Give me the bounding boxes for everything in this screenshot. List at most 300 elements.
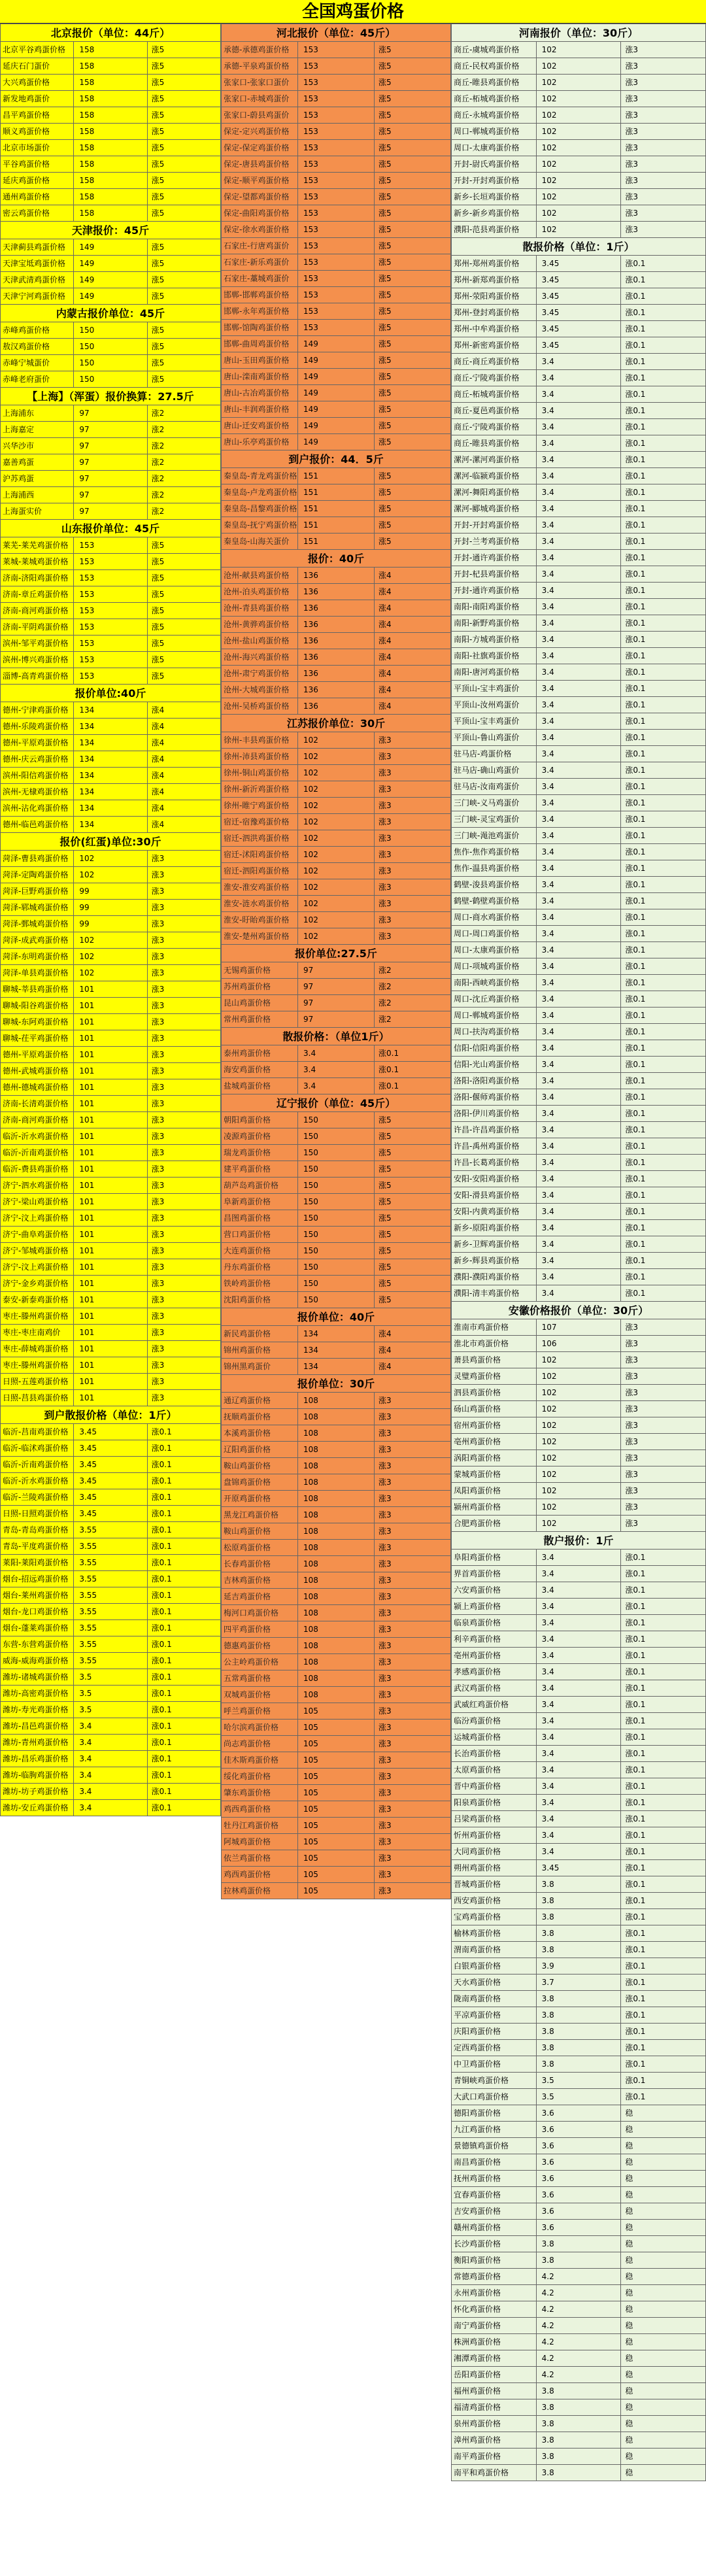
change-value: 涨5 — [375, 75, 451, 91]
table-row — [452, 2301, 706, 2318]
change-value: 涨0.1 — [621, 1631, 706, 1648]
region-name: 黑龙江鸡蛋价格 — [222, 1507, 298, 1523]
change-value: 涨0.1 — [621, 468, 706, 484]
section-header — [222, 1094, 451, 1112]
region-name: 吉林鸡蛋价格 — [222, 1572, 298, 1589]
change-value: 涨3 — [147, 1063, 220, 1079]
table-row — [1, 1063, 221, 1079]
region-name: 赤峰宁城蛋价 — [1, 355, 74, 371]
region-name: 运城鸡蛋价格 — [452, 1729, 537, 1746]
price-value: 3.55 — [74, 1653, 147, 1669]
change-value: 涨5 — [375, 140, 451, 156]
price-value: 3.4 — [536, 1106, 621, 1122]
region-name: 德州-临邑鸡蛋价格 — [1, 817, 74, 833]
table-row — [452, 517, 706, 534]
price-value: 101 — [74, 1357, 147, 1374]
table-row — [1, 1800, 221, 1816]
region-name: 盐城鸡蛋价格 — [222, 1078, 298, 1094]
region-name: 聊城-茌平鸡蛋价格 — [1, 1030, 74, 1047]
region-name: 青岛-平度鸡蛋价格 — [1, 1538, 74, 1555]
price-value: 105 — [298, 1752, 375, 1769]
price-value: 3.4 — [536, 1122, 621, 1138]
price-value: 3.6 — [536, 2220, 621, 2236]
region-name: 朔州鸡蛋价格 — [452, 1860, 537, 1876]
table-row — [452, 1827, 706, 1844]
price-value: 101 — [74, 1128, 147, 1145]
region-name: 青岛-青岛鸡蛋价格 — [1, 1522, 74, 1538]
table-row — [452, 615, 706, 632]
region-name: 泉州鸡蛋价格 — [452, 2416, 537, 2432]
price-value: 3.5 — [536, 2089, 621, 2105]
price-value: 102 — [298, 830, 375, 847]
change-value: 涨3 — [147, 1079, 220, 1096]
price-value: 108 — [298, 1409, 375, 1425]
change-value: 涨3 — [621, 222, 706, 238]
price-value: 3.4 — [536, 501, 621, 517]
change-value: 涨0.1 — [621, 942, 706, 958]
region-name: 平谷鸡蛋价格 — [1, 156, 74, 173]
price-value: 3.45 — [74, 1440, 147, 1457]
price-value: 102 — [536, 42, 621, 58]
region-name: 济南-商河鸡蛋价格 — [1, 1112, 74, 1128]
table-row — [452, 2252, 706, 2269]
price-value: 99 — [74, 916, 147, 932]
price-value: 3.4 — [536, 599, 621, 615]
region-name: 鞍山鸡蛋价格 — [222, 1458, 298, 1474]
price-value: 108 — [298, 1589, 375, 1605]
region-name: 抚顺鸡蛋价格 — [222, 1409, 298, 1425]
price-value: 108 — [298, 1621, 375, 1638]
change-value: 涨2 — [375, 979, 451, 995]
region-name: 上海蛋实价 — [1, 503, 74, 520]
price-value: 3.4 — [536, 975, 621, 991]
table-row — [1, 189, 221, 205]
change-value: 涨0.1 — [621, 1615, 706, 1631]
region-name: 通辽鸡蛋价格 — [222, 1393, 298, 1409]
region-name: 徐州-铜山鸡蛋价格 — [222, 765, 298, 781]
price-value: 97 — [298, 995, 375, 1011]
region-name: 承德-承德鸡蛋价格 — [222, 42, 298, 58]
table-row — [452, 1680, 706, 1697]
region-name: 南阳-西峡鸡蛋价格 — [452, 975, 537, 991]
table-row — [452, 1697, 706, 1713]
section-header — [222, 1375, 451, 1393]
price-value: 3.4 — [536, 615, 621, 632]
change-value: 涨5 — [147, 668, 220, 685]
change-value: 涨0.1 — [621, 1220, 706, 1236]
change-value: 涨3 — [375, 830, 451, 847]
region-name: 滨州-博兴鸡蛋价格 — [1, 652, 74, 668]
table-row — [452, 337, 706, 354]
region-name: 敖汉鸡蛋价格 — [1, 339, 74, 355]
price-value: 149 — [298, 401, 375, 418]
table-row — [452, 779, 706, 795]
price-value: 101 — [74, 1112, 147, 1128]
section-header — [452, 1532, 706, 1550]
table-row — [222, 1112, 451, 1128]
price-value: 151 — [298, 468, 375, 484]
table-row — [222, 222, 451, 238]
table-row — [452, 1893, 706, 1909]
change-value: 涨5 — [375, 468, 451, 484]
region-name: 蒙城鸡蛋价格 — [452, 1466, 537, 1483]
region-name: 周口-商水鸡蛋价格 — [452, 909, 537, 926]
price-value: 158 — [74, 156, 147, 173]
table-row — [1, 140, 221, 156]
price-value: 136 — [298, 633, 375, 649]
change-value: 涨5 — [147, 205, 220, 222]
price-value: 150 — [298, 1112, 375, 1128]
price-value: 3.45 — [74, 1424, 147, 1440]
region-name: 海安鸡蛋价格 — [222, 1062, 298, 1078]
table-row — [222, 568, 451, 584]
region-name: 商丘-夏邑鸡蛋价格 — [452, 403, 537, 419]
price-value: 101 — [74, 981, 147, 998]
table-row — [1, 932, 221, 949]
change-value: 稳 — [621, 2465, 706, 2481]
region-name: 沧州-大城鸡蛋价格 — [222, 682, 298, 698]
price-value: 3.8 — [536, 1942, 621, 1958]
region-name: 界首鸡蛋价格 — [452, 1566, 537, 1582]
region-name: 保定-徐水鸡蛋价格 — [222, 222, 298, 238]
price-value: 149 — [74, 239, 147, 256]
table-row — [452, 811, 706, 828]
price-value: 3.6 — [536, 2203, 621, 2220]
region-name: 武威红鸡蛋价格 — [452, 1697, 537, 1713]
change-value: 涨5 — [375, 1292, 451, 1308]
column-middle — [221, 24, 451, 1899]
region-name: 许昌-长葛鸡蛋价格 — [452, 1155, 537, 1171]
table-row — [452, 419, 706, 435]
price-value: 105 — [298, 1785, 375, 1801]
change-value: 涨0.1 — [147, 1653, 220, 1669]
price-value: 153 — [298, 287, 375, 303]
price-value: 97 — [74, 438, 147, 454]
price-value: 3.4 — [536, 1762, 621, 1778]
region-name: 郑州-中牟鸡蛋价格 — [452, 321, 537, 337]
region-name: 三门峡-渑池鸡蛋价 — [452, 828, 537, 844]
region-name: 枣庄-滕州鸡蛋价格 — [1, 1357, 74, 1374]
change-value: 涨0.1 — [621, 1648, 706, 1664]
region-name: 滨州-邹平鸡蛋价格 — [1, 636, 74, 652]
change-value: 稳 — [621, 2236, 706, 2252]
table-row — [452, 2040, 706, 2056]
region-name: 怀化鸡蛋价格 — [452, 2301, 537, 2318]
change-value: 涨3 — [621, 42, 706, 58]
table-row — [1, 1276, 221, 1292]
price-value: 158 — [74, 42, 147, 58]
table-row — [452, 664, 706, 681]
change-value: 稳 — [621, 2220, 706, 2236]
region-name: 济宁-梁山鸡蛋价格 — [1, 1194, 74, 1210]
region-name: 榆林鸡蛋价格 — [452, 1925, 537, 1942]
region-name: 周口-太康鸡蛋价格 — [452, 942, 537, 958]
region-name: 南阳-社旗鸡蛋价格 — [452, 648, 537, 664]
price-value: 101 — [74, 1308, 147, 1325]
region-name: 济南-章丘鸡蛋价格 — [1, 586, 74, 603]
table-row — [222, 434, 451, 450]
change-value: 涨3 — [621, 156, 706, 173]
table-row — [1, 322, 221, 339]
region-name: 葫芦岛鸡蛋价格 — [222, 1178, 298, 1194]
region-name: 莱城-莱城鸡蛋价格 — [1, 554, 74, 570]
region-name: 洛阳-洛阳鸡蛋价格 — [452, 1073, 537, 1089]
table-row — [222, 1062, 451, 1078]
change-value: 涨3 — [375, 1507, 451, 1523]
table-row — [452, 2269, 706, 2285]
table-row — [222, 979, 451, 995]
table-row — [1, 619, 221, 636]
price-value: 3.4 — [536, 991, 621, 1008]
price-value: 3.4 — [536, 566, 621, 583]
region-name: 营口鸡蛋价格 — [222, 1227, 298, 1243]
change-value: 涨5 — [147, 636, 220, 652]
change-value: 涨0.1 — [147, 1767, 220, 1784]
change-value: 涨3 — [375, 896, 451, 912]
table-row — [452, 1450, 706, 1466]
price-value: 3.8 — [536, 2040, 621, 2056]
price-value: 3.4 — [536, 583, 621, 599]
table-row — [452, 1925, 706, 1942]
change-value: 涨5 — [147, 537, 220, 554]
region-name: 利辛鸡蛋价格 — [452, 1631, 537, 1648]
change-value: 涨0.1 — [147, 1424, 220, 1440]
price-value: 3.8 — [536, 1925, 621, 1942]
price-value: 149 — [74, 272, 147, 288]
table-row — [1, 586, 221, 603]
change-value: 涨3 — [147, 1243, 220, 1259]
table-row — [452, 1860, 706, 1876]
change-value: 涨0.1 — [621, 1860, 706, 1876]
change-value: 涨5 — [375, 91, 451, 107]
price-value: 3.55 — [74, 1636, 147, 1653]
region-name: 威海-威海鸡蛋价格 — [1, 1653, 74, 1669]
change-value: 涨5 — [375, 534, 451, 550]
table-row — [452, 2138, 706, 2154]
region-name: 秦皇岛-抚宁鸡蛋价格 — [222, 517, 298, 534]
region-name: 晋中鸡蛋价格 — [452, 1778, 537, 1795]
table-row — [452, 860, 706, 877]
region-name: 新乡-原阳鸡蛋价格 — [452, 1220, 537, 1236]
region-name: 建平鸡蛋价格 — [222, 1161, 298, 1178]
region-name: 松原鸡蛋价格 — [222, 1540, 298, 1556]
table-row — [452, 1876, 706, 1893]
table-row — [222, 1720, 451, 1736]
change-value: 涨5 — [147, 75, 220, 91]
change-value: 涨0.1 — [621, 452, 706, 468]
change-value: 涨3 — [147, 1112, 220, 1128]
table-row — [1, 900, 221, 916]
table-row — [1, 751, 221, 768]
price-value: 153 — [74, 636, 147, 652]
region-name: 信阳-信阳鸡蛋价格 — [452, 1040, 537, 1057]
region-name: 开原鸡蛋价格 — [222, 1491, 298, 1507]
change-value: 涨2 — [147, 422, 220, 438]
section-header — [1, 222, 221, 239]
section-header — [222, 24, 451, 42]
region-name: 抚州鸡蛋价格 — [452, 2171, 537, 2187]
table-row — [222, 1818, 451, 1834]
region-name: 开封-开封鸡蛋价格 — [452, 173, 537, 189]
price-value: 3.4 — [536, 926, 621, 942]
change-value: 涨5 — [375, 1178, 451, 1194]
price-value: 102 — [74, 949, 147, 965]
price-value: 153 — [74, 619, 147, 636]
table-row — [452, 2465, 706, 2481]
price-value: 153 — [298, 222, 375, 238]
change-value: 涨5 — [375, 369, 451, 385]
region-name: 淮安-淮安鸡蛋价格 — [222, 879, 298, 896]
change-value: 涨3 — [375, 1867, 451, 1883]
change-value: 涨5 — [147, 107, 220, 124]
price-value: 108 — [298, 1393, 375, 1409]
price-value: 3.4 — [536, 534, 621, 550]
price-value: 3.4 — [536, 664, 621, 681]
region-name: 商丘-民权鸡蛋价格 — [452, 58, 537, 75]
price-value: 105 — [298, 1818, 375, 1834]
table-row — [222, 1227, 451, 1243]
region-name: 西安鸡蛋价格 — [452, 1893, 537, 1909]
table-row — [222, 649, 451, 666]
price-value: 153 — [298, 254, 375, 271]
region-name: 辽阳鸡蛋价格 — [222, 1442, 298, 1458]
section-header-label: 江苏报价单位：30斤 — [222, 715, 451, 732]
price-value: 153 — [74, 586, 147, 603]
region-name: 宿迁-沭阳鸡蛋价格 — [222, 847, 298, 863]
table-row — [452, 583, 706, 599]
change-value: 涨3 — [375, 879, 451, 896]
region-name: 徐州-丰县鸡蛋价格 — [222, 732, 298, 749]
price-value: 3.4 — [536, 844, 621, 860]
region-name: 平凉鸡蛋价格 — [452, 2007, 537, 2024]
price-value: 153 — [298, 303, 375, 320]
price-value: 3.45 — [74, 1457, 147, 1473]
price-value: 158 — [74, 205, 147, 222]
region-name: 保定-唐县鸡蛋价格 — [222, 156, 298, 173]
price-value: 3.8 — [536, 2416, 621, 2432]
price-value: 136 — [298, 649, 375, 666]
table-row — [452, 1811, 706, 1827]
table-row — [452, 632, 706, 648]
change-value: 涨5 — [375, 42, 451, 58]
price-value: 3.45 — [74, 1489, 147, 1506]
region-name: 商丘-宁陵鸡蛋价格 — [452, 419, 537, 435]
price-value: 3.4 — [536, 942, 621, 958]
table-row — [452, 909, 706, 926]
change-value: 涨0.1 — [621, 909, 706, 926]
region-name: 九江鸡蛋价格 — [452, 2122, 537, 2138]
change-value: 涨0.1 — [621, 828, 706, 844]
change-value: 涨5 — [147, 189, 220, 205]
price-value: 3.9 — [536, 1958, 621, 1974]
region-name: 定西鸡蛋价格 — [452, 2040, 537, 2056]
change-value: 涨0.1 — [147, 1751, 220, 1767]
section-header-label: 山东报价单位：45斤 — [1, 520, 221, 537]
section-header-label: 报价单位：30斤 — [222, 1375, 451, 1393]
price-value: 105 — [298, 1720, 375, 1736]
price-value: 97 — [298, 1011, 375, 1028]
region-name: 济南-长清鸡蛋价格 — [1, 1096, 74, 1112]
change-value: 涨0.1 — [147, 1669, 220, 1686]
price-value: 3.4 — [536, 1089, 621, 1106]
change-value: 涨0.1 — [621, 583, 706, 599]
region-name: 牡丹江鸡蛋价格 — [222, 1818, 298, 1834]
region-name: 沧州-献县鸡蛋价格 — [222, 568, 298, 584]
region-name: 肇东鸡蛋价格 — [222, 1785, 298, 1801]
price-value: 101 — [74, 1390, 147, 1406]
region-name: 常州鸡蛋价格 — [222, 1011, 298, 1028]
region-name: 保定-曲阳鸡蛋价格 — [222, 205, 298, 222]
change-value: 涨4 — [375, 666, 451, 682]
price-value: 149 — [74, 256, 147, 272]
change-value: 涨4 — [375, 1359, 451, 1375]
price-value: 3.6 — [536, 2187, 621, 2203]
table-row — [452, 713, 706, 730]
table-row — [1, 471, 221, 487]
change-value: 涨3 — [375, 1589, 451, 1605]
change-value: 涨5 — [375, 1161, 451, 1178]
change-value: 涨0.1 — [621, 1155, 706, 1171]
change-value: 涨5 — [375, 205, 451, 222]
change-value: 涨0.1 — [621, 1269, 706, 1285]
change-value: 涨4 — [147, 768, 220, 784]
change-value: 涨5 — [375, 336, 451, 352]
change-value: 涨4 — [375, 1326, 451, 1342]
price-value: 3.4 — [536, 632, 621, 648]
table-row — [452, 844, 706, 860]
section-header-label: 【上海】（浑蛋）报价换算：27.5斤 — [1, 388, 221, 405]
change-value: 涨5 — [375, 156, 451, 173]
table-row — [452, 926, 706, 942]
region-name: 尚志鸡蛋价格 — [222, 1736, 298, 1752]
region-name: 平顶山-宝丰鸡蛋价 — [452, 681, 537, 697]
region-name: 新乡-辉县鸡蛋价格 — [452, 1253, 537, 1269]
region-name: 衡阳鸡蛋价格 — [452, 2252, 537, 2269]
change-value: 涨3 — [375, 1769, 451, 1785]
table-row — [452, 1795, 706, 1811]
price-value: 108 — [298, 1540, 375, 1556]
change-value: 稳 — [621, 2105, 706, 2122]
price-value: 136 — [298, 568, 375, 584]
region-name: 颍州鸡蛋价格 — [452, 1499, 537, 1516]
change-value: 涨0.1 — [621, 305, 706, 321]
table-row — [452, 2399, 706, 2416]
change-value: 涨5 — [375, 501, 451, 517]
region-name: 保定-定兴鸡蛋价格 — [222, 124, 298, 140]
price-value: 4.2 — [536, 2301, 621, 2318]
change-value: 涨0.1 — [621, 811, 706, 828]
price-value: 101 — [74, 1096, 147, 1112]
change-value: 涨5 — [375, 222, 451, 238]
price-value: 101 — [74, 1341, 147, 1357]
price-value: 158 — [74, 140, 147, 156]
region-name: 菏泽-单县鸡蛋价格 — [1, 965, 74, 981]
table-row — [1, 768, 221, 784]
region-name: 阳泉鸡蛋价格 — [452, 1795, 537, 1811]
price-value: 3.4 — [536, 1138, 621, 1155]
price-value: 3.55 — [74, 1571, 147, 1587]
region-name: 南平鸡蛋价格 — [452, 2449, 537, 2465]
table-row — [452, 256, 706, 272]
section-header-label: 河南报价（单位：30斤） — [452, 24, 706, 42]
change-value: 涨5 — [147, 371, 220, 388]
change-value: 涨0.1 — [621, 2089, 706, 2105]
price-value: 108 — [298, 1458, 375, 1474]
region-name: 涡阳鸡蛋价格 — [452, 1450, 537, 1466]
change-value: 涨0.1 — [621, 484, 706, 501]
change-value: 涨3 — [621, 124, 706, 140]
region-name: 宝鸡鸡蛋价格 — [452, 1909, 537, 1925]
